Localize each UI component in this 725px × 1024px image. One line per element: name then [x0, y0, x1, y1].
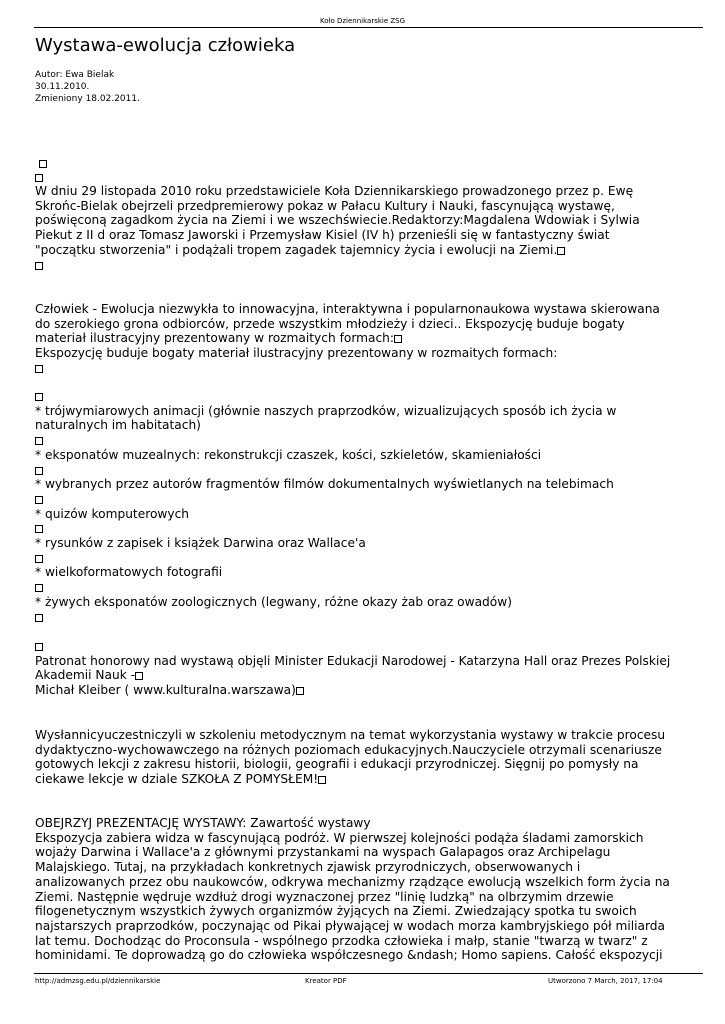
placeholder-box [35, 393, 43, 401]
footer-url: http://admzsg.edu.pl/dziennikarskie [35, 977, 161, 985]
footer-generator: Kreator PDF [305, 977, 347, 985]
text-line: OBEJRZYJ PREZENTACJĘ WYSTAWY: Zawartość wystawy [35, 816, 371, 830]
text-line: poświęconą zagadkom życia na Ziemi i we wszechświecie.Redaktorzy:Magdalena Wdowiak i Sylwia [35, 213, 640, 228]
placeholder-box [35, 365, 43, 373]
paragraph-patronage [35, 639, 705, 698]
placeholder-box [35, 467, 43, 475]
paragraph-training [35, 728, 705, 787]
text-line: Ziemi. Następnie wędruje wzdłuż drogi wyznaczonej przez "linię ludzką" na olbrzymim drzewie [35, 889, 614, 904]
placeholder-box [35, 614, 43, 622]
placeholder-box [35, 584, 43, 592]
placeholder-box [135, 672, 143, 680]
text-line: Człowiek - Ewolucja niezwykła to innowacyjna, interaktywna i popularnonaukowa wystawa skierowana [35, 302, 660, 316]
text-line: Patronat honorowy nad wystawą objęli Minister Edukacji Narodowej - Katarzyna Hall oraz Prezes Polskiej [35, 653, 671, 668]
text-line: Malajskiego. Tutaj, na przykładach konkretnych zjawisk przyrodniczych, obserwowanych i [35, 860, 581, 875]
placeholder-box-1 [35, 156, 705, 171]
text-line: najstarszych praprzodków, poczynając od Pikai pływającej w wodach morza kambryjskiego pół miliarda [35, 918, 665, 933]
page-header: Koło Dziennikarskie ZSG [319, 17, 406, 25]
text-line: analizowanych przez obu naukowców, odkrywa mechanizmy rządzące ewolucją wszelkich form życia na [35, 874, 670, 889]
article-title: Wystawa-ewolucja człowieka [35, 35, 296, 56]
list-item: * trójwymiarowych animacji (głównie naszych praprzodków, wizualizujących sposób ich życia w [35, 403, 617, 418]
placeholder-box [35, 262, 43, 270]
placeholder-box [35, 525, 43, 533]
text-line: hominidami. Te doprowadzą go do człowieka współczesnego &ndash; Homo sapiens. Całość ekspozycji [35, 948, 663, 963]
footer-rule [34, 973, 703, 974]
text-line: Wysłannicyuczestniczyli w szkoleniu metodycznym na temat wykorzystania wystawy w trakcie procesu [35, 728, 666, 742]
text-line: dydaktyczno-wychowawczego na różnych poziomach edukacyjnych.Nauczyciele otrzymali scenariusze [35, 742, 662, 757]
text-line: filogenetycznym wszystkich żywych organizmów żyjących na Ziemi. Zwiedzający spotka tu swoich [35, 904, 637, 919]
header-rule [34, 27, 703, 28]
paragraph-exhibition [35, 302, 705, 376]
placeholder-box [557, 247, 565, 255]
text-line: Akademii Nauk - [35, 668, 136, 683]
placeholder-box [296, 687, 304, 695]
created-date: 30.11.2010. [35, 82, 90, 92]
placeholder-box [35, 555, 43, 563]
text-line: Ekspozycję buduje bogaty materiał ilustracyjny prezentowany w rozmaitych formach: [35, 346, 558, 361]
text-line: Michał Kleiber ( www.kulturalna.warszawa) [35, 683, 296, 698]
list-item: naturalnych im habitatach) [35, 418, 201, 433]
placeholder-box [394, 335, 402, 343]
text-line: do szerokiego grona odbiorców, przede wszystkim młodzieży i dzieci.. Ekspozycję buduje bogaty [35, 316, 625, 331]
text-line: wojaży Darwina i Wallace'a z głównymi przystankami na wyspach Galapagos oraz Archipelagu [35, 845, 611, 860]
list-item: * wielkoformatowych fotografii [35, 565, 223, 580]
list-item: * żywych eksponatów zoologicznych (legwany, różne okazy żab oraz owadów) [35, 594, 512, 609]
article-meta [35, 69, 140, 105]
placeholder-box-2 [35, 170, 705, 185]
footer-created: Utworzono 7 March, 2017, 17:04 [548, 977, 663, 985]
text-line: "początku stworzenia" i podążali tropem zagadek tajemnicy życia i ewolucji na Ziemi. [35, 242, 558, 257]
list-item: * rysunków z zapisek i książek Darwina oraz Wallace'a [35, 536, 366, 551]
exhibit-list [35, 389, 705, 624]
placeholder-box [35, 437, 43, 445]
text-line: materiał ilustracyjny prezentowany w rozmaitych formach: [35, 331, 394, 346]
text-line: Ekspozycja zabiera widza w fascynującą podróż. W pierwszej kolejności podąża śladami zamorskich [35, 830, 644, 845]
author-line: Autor: Ewa Bielak [35, 70, 115, 80]
placeholder-box [35, 496, 43, 504]
paragraph-presentation [35, 816, 705, 963]
text-line: W dniu 29 listopada 2010 roku przedstawiciele Koła Dziennikarskiego prowadzonego przez p. Ewę [35, 184, 634, 198]
placeholder-box [35, 643, 43, 651]
modified-date: Zmieniony 18.02.2011. [35, 94, 140, 104]
paragraph-intro [35, 184, 705, 272]
list-item: * wybranych przez autorów fragmentów filmów dokumentalnych wyświetlanych na telebimach [35, 477, 614, 492]
text-line: gotowych lekcji z zakresu historii, biologii, geografii i edukacji przyrodniczej. Sięgnij po pomysły na [35, 757, 639, 772]
text-line: ciekawe lekcje w dziale SZKOŁA Z POMYSŁEM! [35, 772, 319, 787]
text-line: lat temu. Dochodząc do Proconsula - wspólnego przodka człowieka i małp, stanie "twarzą w twarz" z [35, 933, 648, 948]
placeholder-box [318, 776, 326, 784]
list-item: * quizów komputerowych [35, 506, 190, 521]
text-line: Skrońc-Bielak obejrzeli przedpremierowy pokaz w Pałacu Kultury i Nauki, fascynującą wystawę, [35, 198, 615, 213]
text-line: Piekut z II d oraz Tomasz Jaworski i Przemysław Kisiel (IV h) przenieśli się w fantastyczny świat [35, 228, 610, 243]
list-item: * eksponatów muzealnych: rekonstrukcji czaszek, kości, szkieletów, skamieniałości [35, 447, 542, 462]
